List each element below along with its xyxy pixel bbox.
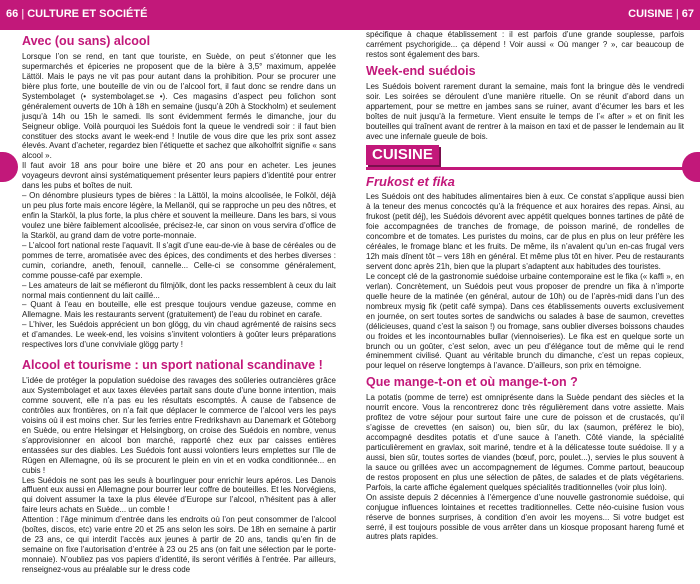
frukost-paragraph: Le concept clé de la gastronomie suédoise urbaine contemporaine est le fika (« kaffi », en verlan). Concrètement, un Suédois peut vous proposer de prendre un fika à n’importe quelle heure de la matinée (en général, autour de 10h) ou de l’après-midi dans l’un des nombreux mysig fik (petit café sympa). Dans ces établissements ouverts exclusivement en journée, on sert toutes sortes de sandwichs ou salades à base de saumon, crevettes (délicieuses, quand c’est la saison !) ou fromage, sans oublier diverses boissons chaudes ou froides et les incontournables bullar (viennoiseries). Le fika est en quelque sorte un brunch ou un goûter, c’est selon, avec un peu d’élégance tout de même qui le rend éminemment civilisé. Quant au véritable brunch du dimanche, c’est un repas copieux, pour lequel on réserve longtemps à l’avance. D’ailleurs, son prix en témoigne. xyxy=(366,271,684,371)
alcool-paragraph: – L’alcool fort national reste l’aquavit. Il s’agit d’une eau-de-vie à base de céréales ou de pommes de terre, aromatisée avec des épices, des condiments et des herbes diverses : cumin, coriandre, aneth, fenouil, cannelle... Celle-ci se consomme généralement, comme pousse-café par exemple. xyxy=(22,240,336,280)
right-running-head xyxy=(628,8,694,20)
left-running-head xyxy=(6,8,147,20)
alcool-paragraph: – On dénombre plusieurs types de bières : la Lättöl, la moins alcoolisée, le Folköl, déjà un peu plus forte mais encore légère, la Mellanöl, qui se rapproche un peu des nôtres, et enfin la Starköl, la plus forte, la plus chère et souvent la meilleure. Dans les bars, si vous voulez une bière faiblement alcoolisée, précisez-le, car sinon on vous servira d’office de la Starköl, au grand dam de votre porte-monnaie. xyxy=(22,191,336,240)
chapter-rule xyxy=(366,167,684,170)
left-column xyxy=(22,30,336,575)
tourisme-paragraph: L’idée de protéger la population suédoise des ravages des soûleries outrancières grâce aux Systembolaget et aux taxes élevées partait sans doute d’une bonne intention, mais comme souvent, elle n’a pas eu les résultats escomptés. À cause de l’absence de contrôles aux frontières, on n’a fait que déplacer le commerce de l’alcool vers les pays voisins où il est moins cher. Sur les ferries entre Fredrikshavn au Danemark et Göteborg en Suède, ou entre Helsingør et Helsingborg, on croise des Suédois en nombre, venus s’approvisionner en alcool bon marché, rapporté chez eux par caisses entières entassées sur des diables. Les Suédois font aussi volontiers leurs emplettes sur l’île de Rügen en Allemagne, où ils se procurent le plein en vin et en vodka conditionnée... en cubis ! xyxy=(22,376,336,475)
intro-paragraph: spécifique à chaque établissement : il est parfois d’une grande souplesse, parfois carrément psychorigide... ça dépend ! Voir aussi « Où manger ? », car beaucoup de restos sont également des bars. xyxy=(366,30,684,59)
tourisme-paragraph: Les Suédois ne sont pas les seuls à bourlinguer pour enrichir leurs apéros. Les Danois affluent eux aussi en Allemagne pour bourrer leur coffre de bouteilles. Et les Norvégiens, qui doivent assumer la taxe la plus élevée d’Europe sur l’alcool, n’hésitent pas à aller faire leurs achats en Suède... un comble ! xyxy=(22,475,336,515)
alcool-paragraph: Il faut avoir 18 ans pour boire une bière et 20 ans pour en acheter. Les jeunes voyageurs devront ainsi systématiquement présenter leurs papiers d’identité pour entrer dans les pubs et boîtes de nuit. xyxy=(22,161,336,191)
manger-paragraph: La potatis (pomme de terre) est omniprésente dans la Suède pendant des siècles et la nourrit encore. Vous la rencontrerez donc très régulièrement dans votre assiette. Mais profitez de votre séjour pour surtout faire une cure de poisson et de crustacés, qu’il s’agisse de crevettes (en saison) ou, bien sûr, du lax (saumon, préférez le bio), accompagné desdites potatis et d’une sauce à l’aneth. Côté viande, la spécialité particulièrement en gravlax, soit mariné, tendre et à la délicatesse toute suédoise. Il y a aussi, bien sûr, toutes sortes de viandes (bœuf, porc, poulet...), servies le plus souvent à la sauce ou grillées avec un accompagnement de légumes. Comme partout, beaucoup de restos proposent en plus une sélection de pâtes, de salades et de plats végétariens. Parfois, la carte affiche également quelques spécialités traditionnelles (voir plus loin). xyxy=(366,393,684,492)
alcool-section-title: Avec (ou sans) alcool xyxy=(22,34,151,48)
manger-paragraph: On assiste depuis 2 décennies à l’émergence d’une nouvelle gastronomie suédoise, qui conjugue influences lointaines et recettes traditionnelles. Cette néo-cuisine fusion vous réserve de bonnes surprises, à condition d’en avoir les moyens... Si votre budget est serré, il est toujours possible de vous arrêter dans un kiosque proposant hareng fumé et autres plats rapides. xyxy=(366,492,684,542)
manger-section-title: Que mange-t-on et où mange-t-on ? xyxy=(366,375,578,390)
right-separator: | xyxy=(675,8,679,20)
alcool-paragraph: Lorsque l’on se rend, en tant que touriste, en Suède, on peut s’étonner que les supermarchés et épiceries ne proposent que de la bière à 3,5° maximum, appelée Lättöl. Mais le pays ne vit pas pour autant dans la prohibition. Pour se procurer une bière plus forte, une bouteille de vin ou de l’alcool fort, il faut donc se rendre dans un Systembolaget (• systembolaget.se •). Ces magasins d’aspect peu folichon sont généralement ouverts de 10h à 18h en semaine (jusqu’à 20h à Stockholm) et seulement jusqu’à 14h ou 15h le samedi. Ils sont évidemment fermés le dimanche, jour du Seigneur oblige. Voilà pourquoi les Suédois font la queue le vendredi soir : il faut bien constituer des stocks avant le week-end ! Inutile de vous dire que les prix sont assez élevés. Avant d’acheter, regardez bien l’étiquette et sachez que alkoholfrit signifie « sans alcool ». xyxy=(22,52,336,161)
alcool-paragraph: – L’hiver, les Suédois apprécient un bon glögg, du vin chaud agrémenté de raisins secs et d’amandes. Le week-end, les voisins s’invitent volontiers à goûter leurs préparations respectives lors d’une conviviale glögg party ! xyxy=(22,320,336,350)
left-separator: | xyxy=(21,8,25,20)
page-header xyxy=(0,0,700,30)
right-page-number: 67 xyxy=(681,8,694,20)
frukost-paragraph: Les Suédois ont des habitudes alimentaires bien à eux. Ce constat s’applique aussi bien à la teneur des menus concoctés qu’à la fréquence et aux horaires des repas. Ainsi, au frukost (petit déj), les Suédois dévorent avec appétit quelques bonnes tartines de pâté de foie accompagnées de tranches de fromage, de poisson mariné, de rondelles de concombre et de tomates. Les puristes du moins, car de plus en plus on leur préfère les céréales, le fromage blanc et les fruits. De même, ils n’avalent qu’un en-cas frugal vers 12h mais dînent tôt – vers 18h en général. Et même plus tôt en hiver. Peu de restaurants servent donc après 21h, bien que la plupart s’adaptent aux habitudes des touristes. xyxy=(366,192,684,271)
alcool-paragraph: – Les amateurs de lait se méfieront du filmjölk, dont les packs ressemblent à ceux du lait normal mais contiennent du lait caillé... xyxy=(22,280,336,300)
cuisine-chapter-heading: CUISINE xyxy=(366,145,439,165)
weekend-paragraph: Les Suédois boivent rarement durant la semaine, mais font la bringue dès le vendredi soir. Les soirées se déroulent d’une manière rituelle. On se réunit d’abord dans un appartement, pour se mettre en jambes sans se ruiner, avant d’écumer les bars et les boîtes de nuit jusqu’à la fermeture. Vient ensuite le temps de l’« after » et on finit les bouteilles qui traînent avant de rentrer à la maison en taxi et de passer le lendemain au lit avec une infernale gueule de bois. xyxy=(366,81,684,141)
left-page-number: 66 xyxy=(6,8,19,20)
right-section-title: CUISINE xyxy=(628,8,673,20)
tourisme-paragraph: Attention : l’âge minimum d’entrée dans les endroits où l’on peut consommer de l’alcool (boîtes, discos, etc) varie entre 20 et 25 ans selon les soirs. De 18h en semaine à partir de 23 ans, ce qui interdit l’accès aux jeunes à partir de 20 ans, tandis qu’en fin de semaine on fixe l’autorisation d’entrée à 23 ou 25 ans (on fait une sélection par le porte-monnaie). N’oubliez pas vos papiers d’identité, ils seront vérifiés à l’entrée. Par ailleurs, renseignez-vous au préalable sur le dress code xyxy=(22,515,336,574)
alcool-paragraph: – Quant à l’eau en bouteille, elle est presque toujours vendue gazeuse, comme en Allemagne. Mais les restaurants servent (gratuitement) de l’eau du robinet en carafe. xyxy=(22,300,336,320)
right-column xyxy=(366,30,684,542)
left-section-title: CULTURE ET SOCIÉTÉ xyxy=(27,8,148,20)
weekend-section-title: Week-end suédois xyxy=(366,63,476,78)
tourisme-section-title: Alcool et tourisme : un sport national scandinave ! xyxy=(22,358,323,373)
frukost-section-title: Frukost et fika xyxy=(366,174,455,190)
